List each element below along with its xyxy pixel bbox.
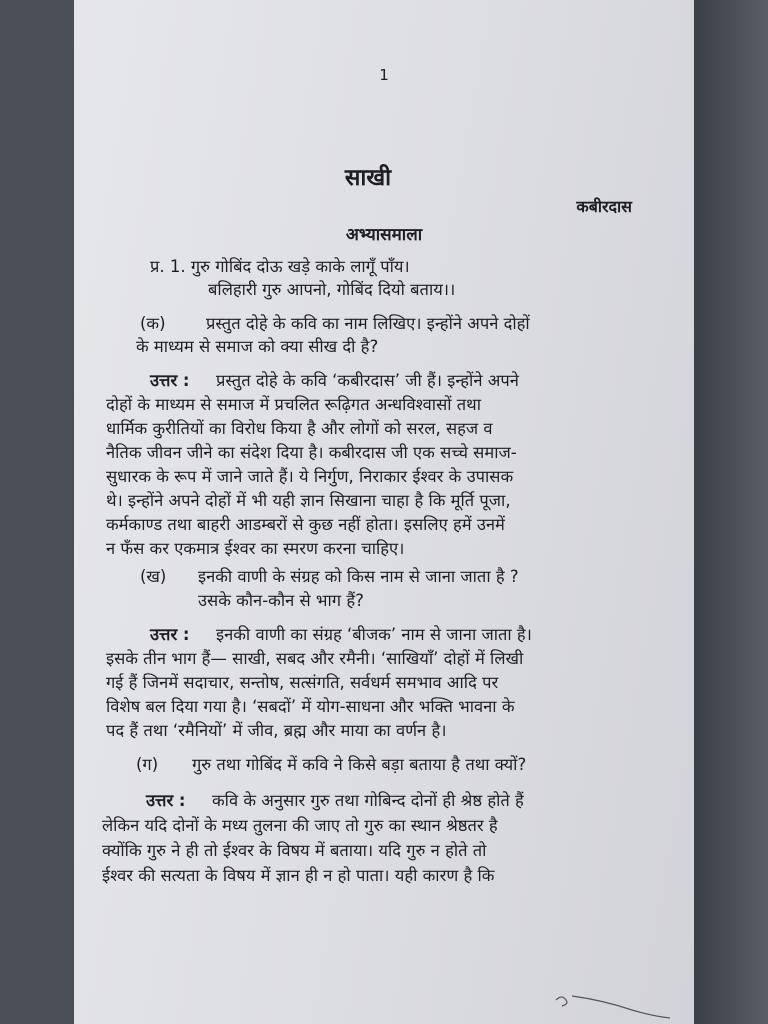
question-label: (ग): [136, 755, 159, 774]
question-text: इनकी वाणी के संग्रह को किस नाम से जाना जाता है ?: [198, 567, 519, 586]
doha-line-2: बलिहारी गुरु आपनो, गोबिंद दियो बताय।।: [208, 280, 456, 299]
answer-text: इसके तीन भाग हैं— साखी, सबद और रमैनी। ‘साखियाँ’ दोहों में लिखी: [106, 649, 524, 668]
doha-line-1: प्र. 1. गुरु गोबिंद दोऊ खड़े काके लागूँ पाँय।: [150, 257, 410, 276]
question-label: (ख): [140, 567, 167, 586]
answer-text: पद हैं तथा ‘रमैनियों’ में जीव, ब्रह्म और माया का वर्णन है।: [106, 721, 447, 740]
answer-text: गई हैं जिनमें सदाचार, सन्तोष, सत्संगति, सर्वधर्म समभाव आदि पर: [106, 673, 499, 692]
background-surface: [694, 0, 768, 1024]
answer-text: कर्मकाण्ड तथा बाहरी आडम्बरों से कुछ नहीं होता। इसलिए हमें उनमें: [106, 515, 505, 534]
answer-text: नैतिक जीवन जीने का संदेश दिया है। कबीरदास जी एक सच्चे समाज-: [106, 443, 517, 462]
answer-text: थे। इन्होंने अपने दोहों में भी यही ज्ञान सिखाना चाहा है कि मूर्ति पूजा,: [106, 491, 511, 510]
document-page: [74, 0, 694, 1024]
answer-text: न फँस कर एकमात्र ईश्वर का स्मरण करना चाहिए।: [106, 539, 405, 558]
answer-text: सुधारक के रूप में जाने जाते हैं। ये निर्गुण, निराकार ईश्वर के उपासक: [106, 467, 514, 486]
answer-label: उत्तर :: [150, 371, 190, 390]
question-text: प्रस्तुत दोहे के कवि का नाम लिखिए। इन्होंने अपने दोहों: [206, 314, 530, 333]
page-number: 1: [379, 66, 389, 84]
answer-label: उत्तर :: [146, 791, 186, 810]
author-name: कबीरदास: [576, 197, 632, 216]
section-subtitle: अभ्यासमाला: [345, 225, 423, 245]
question-text: गुरु तथा गोबिंद में कवि ने किसे बड़ा बताया है तथा क्यों?: [192, 755, 527, 774]
question-label: (क): [140, 314, 166, 333]
answer-text: इनकी वाणी का संग्रह ‘बीजक’ नाम से जाना जाता है।: [216, 625, 532, 644]
page-title: साखी: [344, 165, 392, 191]
question-text: उसके कौन-कौन से भाग हैं?: [198, 591, 364, 610]
answer-text: प्रस्तुत दोहे के कवि ‘कबीरदास’ जी हैं। इन्होंने अपने: [216, 371, 519, 390]
answer-text: विशेष बल दिया गया है। ‘सबदों’ में योग-साधना और भक्ति भावना के: [106, 697, 515, 716]
answer-text: लेकिन यदि दोनों के मध्य तुलना की जाए तो गुरु का स्थान श्रेष्ठतर है: [102, 816, 498, 835]
pencil-scribble-mark: [554, 990, 674, 1020]
answer-label: उत्तर :: [150, 625, 190, 644]
answer-text: दोहों के माध्यम से समाज में प्रचलित रूढ़िगत अन्धविश्वासों तथा: [106, 395, 481, 414]
answer-text: कवि के अनुसार गुरु तथा गोबिन्द दोनों ही श्रेष्ठ होते हैं: [212, 791, 524, 810]
answer-text: ईश्वर की सत्यता के विषय में ज्ञान ही न हो पाता। यही कारण है कि: [102, 866, 495, 885]
question-text: के माध्यम से समाज को क्या सीख दी है?: [136, 337, 379, 356]
answer-text: धार्मिक कुरीतियों का विरोध किया है और लोगों को सरल, सहज व: [106, 419, 493, 438]
answer-text: क्योंकि गुरु ने ही तो ईश्वर के विषय में बताया। यदि गुरु न होते तो: [102, 841, 487, 860]
